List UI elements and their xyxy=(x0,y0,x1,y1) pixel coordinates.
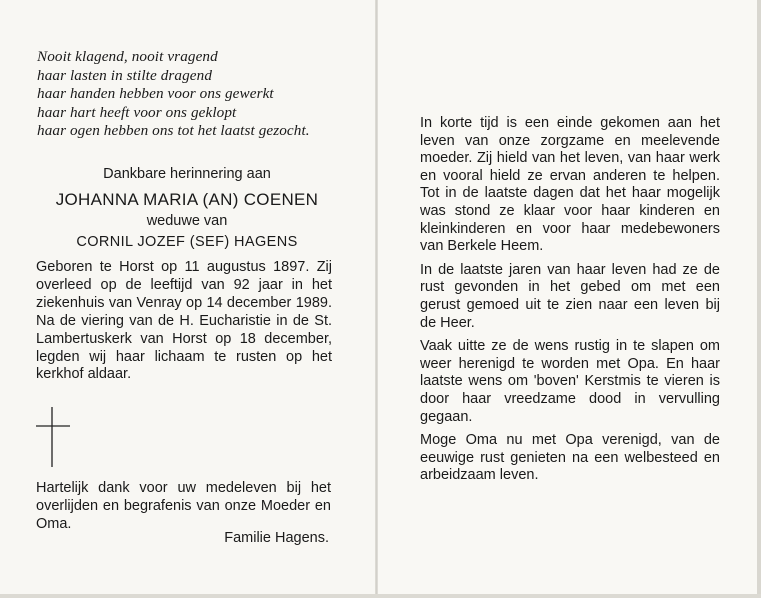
tribute-paragraph: Vaak uitte ze de wens rustig in te slapen om weer herenigd te worden met Opa. En haar laatste wens om 'boven' Kerstmis te vieren is door haar vreedzame dood in vervulling gegaan. xyxy=(420,338,720,425)
biography-text: Geboren te Horst op 11 augustus 1897. Zij overleed op de leeftijd van 92 jaar in het ziekenhuis van Venray op 14 december 1989. Na de viering van de H. Eucharistie in de St. Lambertuskerk van Horst op 18 december, legden wij haar lichaam te rusten op het kerkhof aldaar. xyxy=(36,259,332,383)
card-edge-right xyxy=(757,0,761,598)
left-panel xyxy=(0,0,376,598)
tribute-text xyxy=(420,115,720,491)
poem-line: haar ogen hebben ons tot het laatst gezocht. xyxy=(37,122,310,140)
poem-line: Nooit klagend, nooit vragend xyxy=(37,48,218,65)
thanks-text: Hartelijk dank voor uw medeleven bij het overlijden en begrafenis van onze Moeder en Oma. xyxy=(36,480,331,532)
poem-line: haar lasten in stilte dragend xyxy=(37,66,213,84)
poem-line: haar handen hebben voor ons gewerkt xyxy=(37,85,274,103)
tribute-paragraph: Moge Oma nu met Opa verenigd, van de eeuwige rust genieten na een welbesteed en arbeidzaam leven. xyxy=(420,432,720,484)
cross-icon xyxy=(35,406,71,468)
tribute-paragraph: In de laatste jaren van haar leven had ze de rust gevonden in het gebed om met een gerust gemoed uit te zien naar een leven bij de Heer. xyxy=(420,261,720,331)
intro-line: Dankbare herinnering aan xyxy=(103,166,271,182)
deceased-name: JOHANNA MARIA (AN) COENEN xyxy=(55,190,319,209)
widow-of-line: weduwe van xyxy=(146,213,228,229)
tribute-paragraph: In korte tijd is een einde gekomen aan het leven van onze zorgzame en meelevende moeder. Zij hield van het leven, van haar werk en vooral hield ze ervan anderen te helpen. Tot in de laatste dagen dat het haar mogelijk was stond ze klaar voor haar kinderen en kleinkinderen en voor haar medebewoners van Berkele Heem. xyxy=(420,115,720,255)
card-edge-bottom xyxy=(0,594,761,598)
poem xyxy=(37,48,357,141)
poem-line: haar hart heeft voor ons geklopt xyxy=(37,103,237,121)
husband-name: CORNIL JOZEF (SEF) HAGENS xyxy=(76,234,298,250)
signature: Familie Hagens. xyxy=(224,530,329,546)
